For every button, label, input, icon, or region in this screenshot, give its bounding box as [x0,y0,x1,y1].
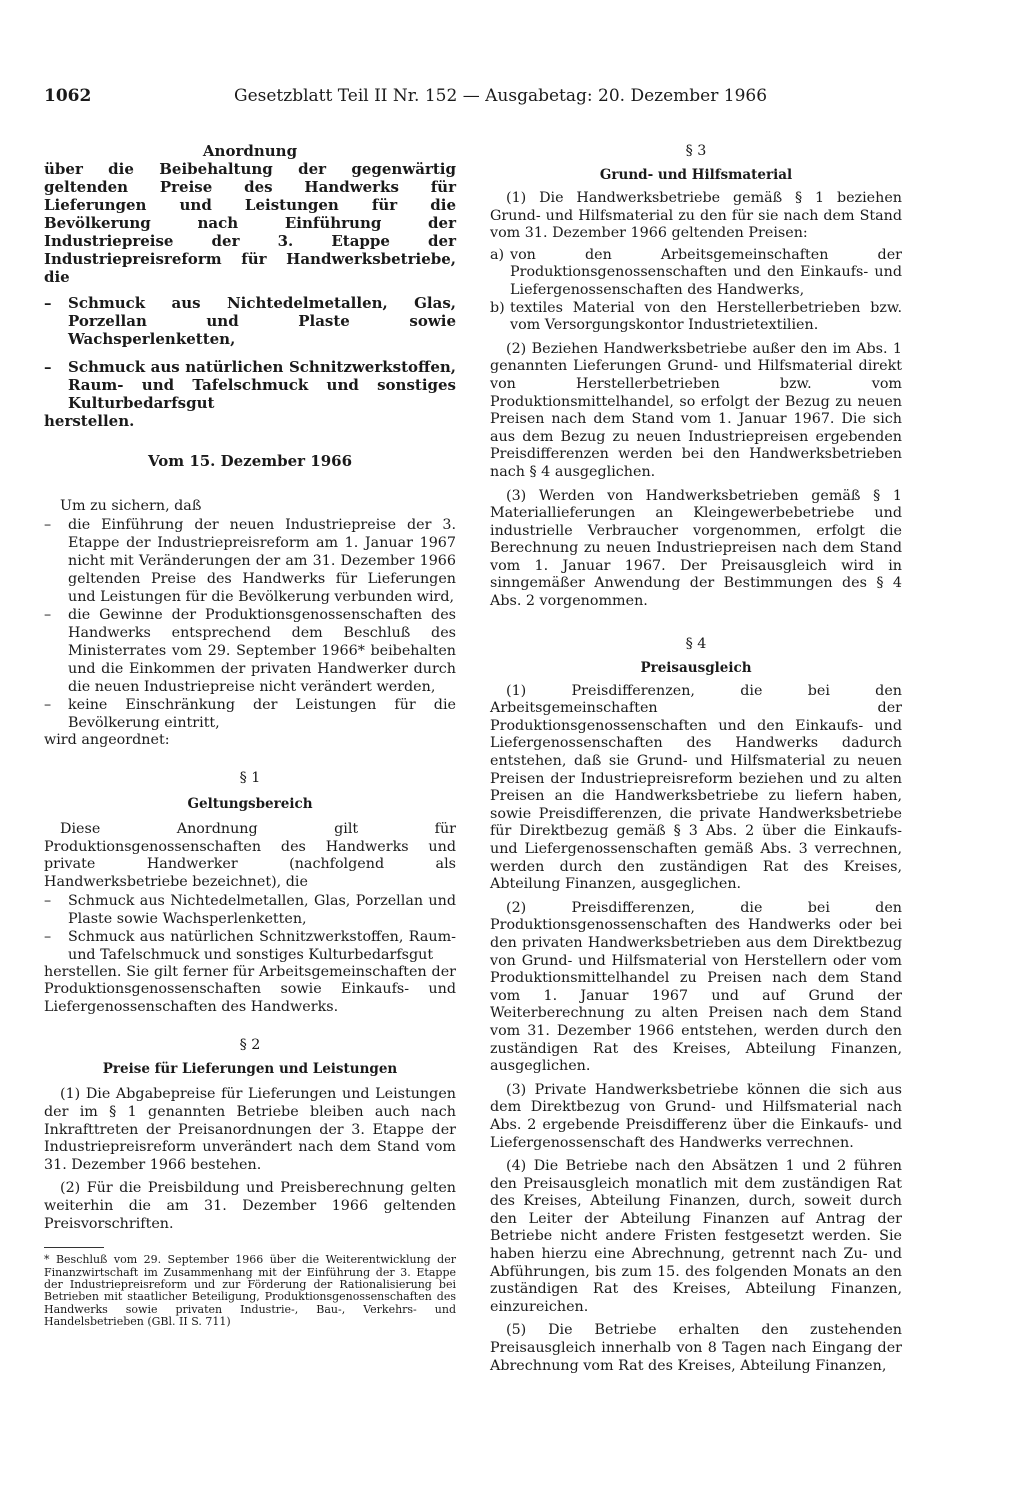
ordinance-title-end: herstellen. [44,412,135,430]
section-3-item-a: a) von den Arbeitsgemeinschaften der Produktionsgenossenschaften und den Einkaufs- und Liefergenossenschaften des Handwerks, [490,246,902,298]
section-2-paragraph: (1) Die Abgabepreise für Lieferungen und Leistungen der im § 1 genannten Betriebe bleiben auch nach Inkrafttreten der Preisanordnungen der 3. Etappe der Industriepreisreform unverändert nach dem Stand vom 31. Dezember 1966 bestehen. [44,1086,456,1173]
section-3-title: Grund- und Hilfsmaterial [599,167,793,183]
section-4-number: § 4 [685,635,707,652]
section-1-number: § 1 [239,770,261,787]
ordinance-heading: Anordnung [202,142,298,160]
page-header [44,86,768,112]
section-2-title: Preise für Lieferungen und Leistungen [102,1061,398,1078]
intro-text: Um zu sichern, daß [60,498,202,514]
footnote: * Beschluß vom 29. September 1966 über die Weiterentwicklung der Finanzwirtschaft im Zusammenhang mit der Einführung der 3. Etappe der Industriepreisreform und zur Förderung der Rationalisierung bei Betrieben mit staatlicher Beteiligung, Produktionsgenossenschaften des Handwerks sowie privaten Industrie-, Bau-, Verkehrs- und Handelsbetrieben (GBl. II S. 711) [44,1253,456,1329]
ordinance-title-text: über die Beibehaltung der gegenwärtig geltenden Preise des Handwerks für Lieferungen und Leistungen für die Bevölkerung nach Einführung der Industriepreise der 3. Etappe der Industriepreisreform für Handwerksbetriebe, die [44,160,456,286]
section-1-text: Diese Anordnung gilt für Produktionsgenossenschaften des Handwerks und private Handwerker (nachfolgend als Handwerksbetriebe bezeichnet), die [44,821,456,890]
footnote-rule [44,1247,104,1248]
section-4-title: Preisausgleich [640,659,752,676]
section-1-item: – Schmuck aus Nichtedelmetallen, Glas, Porzellan und Plaste sowie Wachsperlenketten, [44,892,456,927]
ordinance-date: Vom 15. Dezember 1966 [147,452,353,470]
title-item: – Schmuck aus Nichtedelmetallen, Glas, Porzellan und Plaste sowie Wachsperlenketten, [44,294,456,348]
section-1-item: – Schmuck aus natürlichen Schnitzwerkstoffen, Raum- und Tafelschmuck und sonstiges Kulturbedarfsgut [44,928,456,963]
section-1-end: herstellen. Sie gilt ferner für Arbeitsgemeinschaften der Produktionsgenossenschaften sowie Einkaufs- und Liefergenossenschaften des Handwerks. [44,963,456,1015]
section-4-paragraph: (5) Die Betriebe erhalten den zustehenden Preisausgleich innerhalb von 8 Tagen nach Eingang der Abrechnung vom Rat des Kreises, Abteilung Finanzen, [490,1322,902,1374]
section-4-paragraph: (4) Die Betriebe nach den Absätzen 1 und 2 führen den Preisausgleich monatlich mit dem zuständigen Rat des Kreises, Abteilung Finanzen, durch, soweit durch den Leiter der Abteilung Finanzen auf Antrag der Betriebe nicht andere Fristen festgesetzt werden. Sie haben hierzu eine Abrechnung, getrennt nach Zu- und Abführungen, bis zum 15. des folgenden Monats an den zuständigen Rat des Kreises, Abteilung Finanzen, einzureichen. [490,1158,902,1315]
page-number: 1062 [44,86,92,106]
left-column [44,142,456,1329]
intro-item: – die Einführung der neuen Industriepreise der 3. Etappe der Industriepreisreform am 1. Januar 1967 nicht mit Veränderungen der am 31. Dezember 1966 geltenden Preise des Handwerks für Lieferungen und Leistungen für die Bevölkerung verbunden wird, [44,516,456,605]
right-column [490,142,902,1375]
decree-text: wird angeordnet: [44,731,170,748]
section-3-item-b: b) textiles Material von den Herstellerbetrieben bzw. vom Versorgungskontor Industrietextilien. [490,299,902,334]
section-1-title: Geltungsbereich [187,796,313,813]
section-4-paragraph: (2) Preisdifferenzen, die bei den Produktionsgenossenschaften des Handwerks oder bei den privaten Handwerksbetrieben aus dem Direktbezug von Grund- und Hilfsmaterial von Herstellern oder vom Produktionsmittelhandel zu Preisen nach dem Stand vom 1. Januar 1967 und auf Grund der Weiterberechnung zu alten Preisen nach dem Stand vom 31. Dezember 1966 entstehen, werden durch den zuständigen Rat des Kreises, Abteilung Finanzen, ausgeglichen. [490,899,902,1075]
intro-item: – keine Einschränkung der Leistungen für die Bevölkerung eintritt, [44,696,456,731]
section-3-number: § 3 [685,143,707,159]
section-3-paragraph: (1) Die Handwerksbetriebe gemäß § 1 beziehen Grund- und Hilfsmaterial zu den für sie nach dem Stand vom 31. Dezember 1966 geltenden Preisen: [490,190,902,242]
section-3-paragraph: (3) Werden von Handwerksbetrieben gemäß § 1 Materiallieferungen an Kleingewerbebetriebe und industrielle Verbraucher vorgenommen, erfolgt die Berechnung zu neuen Industriepreisen nach dem Stand vom 1. Januar 1967. Der Preisausgleich wird in sinngemäßer Anwendung der Bestimmungen des § 4 Abs. 2 vorgenommen. [490,487,902,610]
section-2-paragraph: (2) Für die Preisbildung und Preisberechnung gelten weiterhin die am 31. Dezember 1966 geltenden Preisvorschriften. [44,1180,456,1232]
section-2-number: § 2 [239,1037,261,1054]
intro-item: – die Gewinne der Produktionsgenossenschaften des Handwerks entsprechend dem Beschluß des Ministerrates vom 29. September 1966* beibehalten und die Einkommen der privaten Handwerker durch die neuen Industriepreise nicht verändert werden, [44,606,456,695]
ordinance-title [44,142,456,430]
gazette-header: Gesetzblatt Teil II Nr. 152 — Ausgabetag: 20. Dezember 1966 [234,86,768,106]
title-item: – Schmuck aus natürlichen Schnitzwerkstoffen, Raum- und Tafelschmuck und sonstiges Kulturbedarfsgut [44,358,456,412]
section-3-paragraph: (2) Beziehen Handwerksbetriebe außer den im Abs. 1 genannten Lieferungen Grund- und Hilfsmaterial direkt von Herstellerbetrieben bzw. vom Produktionsmittelhandel, so erfolgt der Bezug zu neuen Preisen nach dem Stand vom 1. Januar 1967. Die sich aus dem Bezug zu neuen Industriepreisen ergebenden Preisdifferenzen werden bei den Handwerksbetrieben nach § 4 ausgeglichen. [490,340,902,480]
section-4-paragraph: (3) Private Handwerksbetriebe können die sich aus dem Direktbezug von Grund- und Hilfsmaterial nach Abs. 2 ergebende Preisdifferenz über die Einkaufs- und Liefergenossenschaft des Handwerks verrechnen. [490,1081,902,1151]
section-4-paragraph: (1) Preisdifferenzen, die bei den Arbeitsgemeinschaften der Produktionsgenossenschaften und den Einkaufs- und Liefergenossenschaften des Handwerks dadurch entstehen, daß sie Grund- und Hilfsmaterial zu neuen Preisen der Industriepreisreform beziehen und zu alten Preisen an die Handwerksbetriebe zu liefern haben, sowie Preisdifferenzen, die private Handwerksbetriebe für Direktbezug gemäß § 3 Abs. 2 über die Einkaufs- und Liefergenossenschaften gemäß Abs. 3 verrechnen, werden durch den zuständigen Rat des Kreises, Abteilung Finanzen, ausgeglichen. [490,682,902,893]
